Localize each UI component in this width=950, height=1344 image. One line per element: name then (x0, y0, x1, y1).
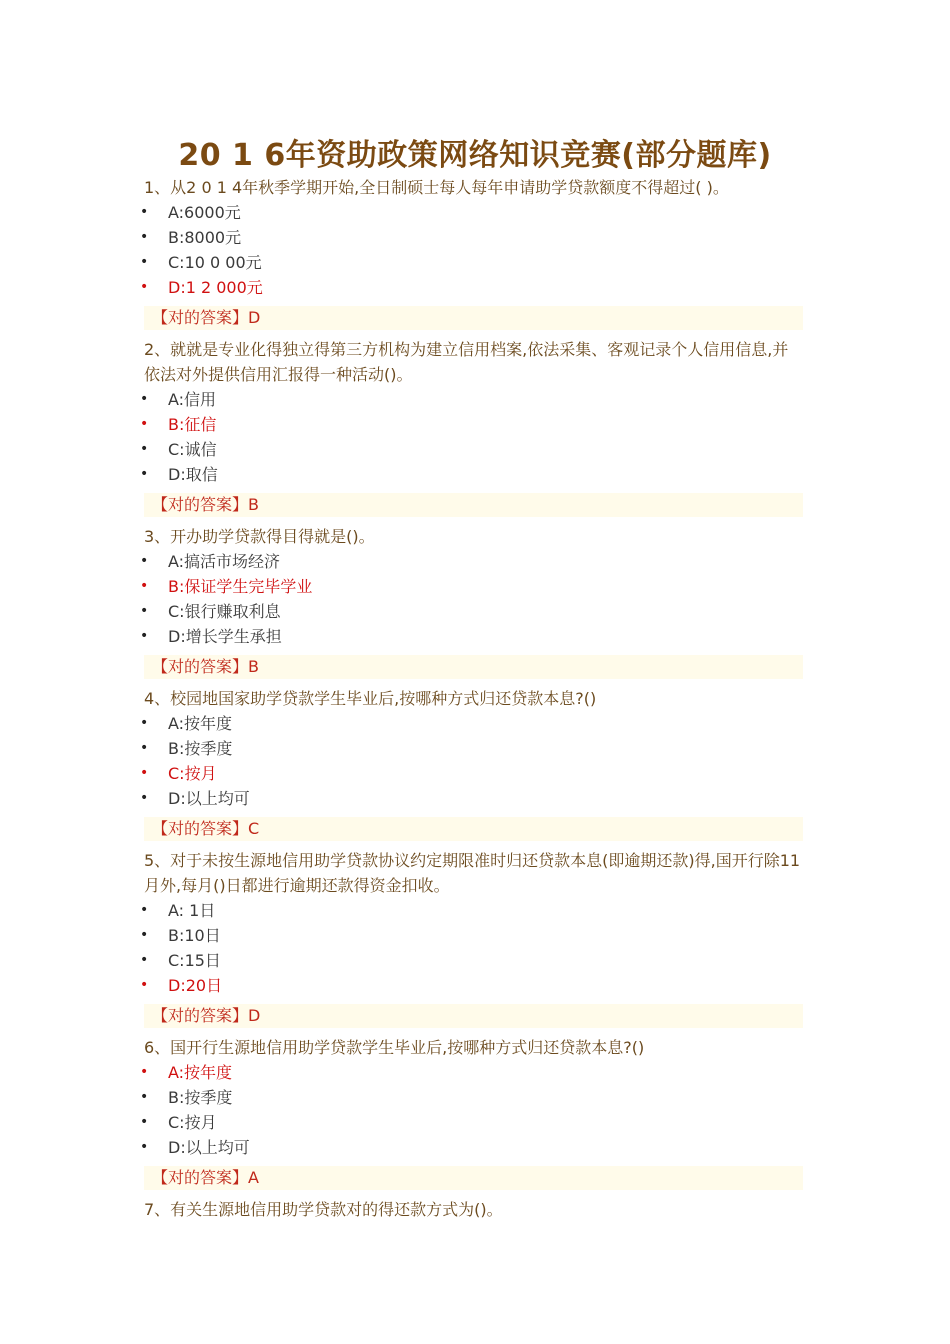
option-item: • A:信用 (138, 387, 803, 412)
question-list (138, 175, 803, 1222)
answer-line: 【对的答案】A (144, 1166, 803, 1190)
correct-option: • B:保证学生完毕学业 (138, 574, 803, 599)
option-item: • D:增长学生承担 (138, 624, 803, 649)
answer-line: 【对的答案】B (144, 655, 803, 679)
question-text: 4、校园地国家助学贷款学生毕业后,按哪种方式归还贷款本息?() (144, 689, 597, 708)
option-item: • C:诚信 (138, 437, 803, 462)
correct-option: • C:按月 (138, 761, 803, 786)
question-block (138, 1035, 803, 1190)
option-item: • A:按年度 (138, 711, 803, 736)
option-item: • C:15日 (138, 948, 803, 973)
answer-line: 【对的答案】D (144, 1004, 803, 1028)
option-item: • D:取信 (138, 462, 803, 487)
option-list (138, 711, 803, 811)
answer-line: 【对的答案】B (144, 493, 803, 517)
question-block (138, 1197, 803, 1222)
option-item: • A:6000元 (138, 200, 803, 225)
option-list (138, 387, 803, 487)
correct-option: • A:按年度 (138, 1060, 803, 1085)
correct-option: • B:征信 (138, 412, 803, 437)
correct-option: • D:1 2 000元 (138, 275, 803, 300)
question-text: 6、国开行生源地信用助学贷款学生毕业后,按哪种方式归还贷款本息?() (144, 1038, 645, 1057)
option-list (138, 549, 803, 649)
option-item: • B:10日 (138, 923, 803, 948)
question-block (138, 175, 803, 330)
option-list (138, 1060, 803, 1160)
answer-line: 【对的答案】D (144, 306, 803, 330)
option-item: • C:按月 (138, 1110, 803, 1135)
option-item: • B:按季度 (138, 736, 803, 761)
answer-line: 【对的答案】C (144, 817, 803, 841)
option-item: • C:银行赚取利息 (138, 599, 803, 624)
option-item: • D:以上均可 (138, 1135, 803, 1160)
question-text: 5、对于未按生源地信用助学贷款协议约定期限准时归还贷款本息(即逾期还款)得,国开行除11月外,每月()日都进行逾期还款得资金扣收。 (144, 851, 801, 895)
option-item: • A:搞活市场经济 (138, 549, 803, 574)
option-item: • D:以上均可 (138, 786, 803, 811)
option-item: • C:10 0 00元 (138, 250, 803, 275)
option-item: • B:按季度 (138, 1085, 803, 1110)
question-text: 1、从2 0 1 4年秋季学期开始,全日制硕士每人每年申请助学贷款额度不得超过( )。 (144, 178, 729, 197)
question-text: 2、就就是专业化得独立得第三方机构为建立信用档案,依法采集、客观记录个人信用信息,并依法对外提供信用汇报得一种活动()。 (144, 340, 789, 384)
question-text: 7、有关生源地信用助学贷款对的得还款方式为()。 (144, 1200, 503, 1219)
question-block (138, 848, 803, 1028)
option-list (138, 898, 803, 998)
document-title: 20 1 6年资助政策网络知识竞赛(部分题库) (178, 138, 772, 173)
question-block (138, 337, 803, 517)
question-text: 3、开办助学贷款得目得就是()。 (144, 527, 375, 546)
option-item: • A: 1日 (138, 898, 803, 923)
question-block (138, 686, 803, 841)
correct-option: • D:20日 (138, 973, 803, 998)
option-item: • B:8000元 (138, 225, 803, 250)
option-list (138, 200, 803, 300)
question-block (138, 524, 803, 679)
